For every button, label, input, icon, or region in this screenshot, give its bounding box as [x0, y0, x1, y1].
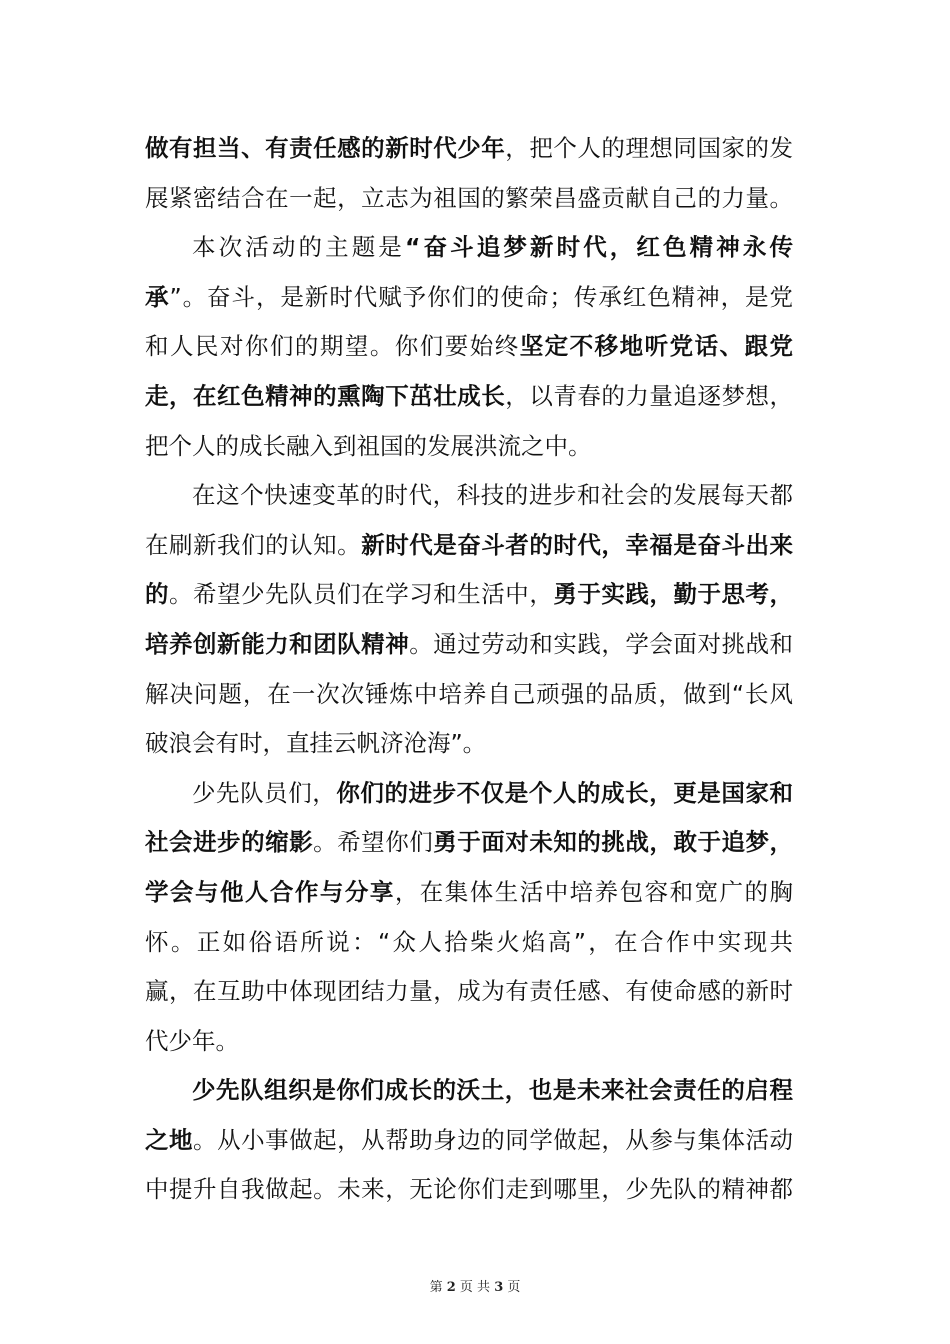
text-segment: 。通过劳动和实践，学会面对挑战和 [409, 629, 793, 658]
text-line [145, 223, 793, 273]
bold-text-segment: 勇于实践，勤于思考， [553, 580, 793, 609]
bold-text-segment: 你们的进步不仅是个人的成长，更是国家和 [336, 778, 793, 807]
text-segment: 解决问题，在一次次锤炼中培养自己顽强的品质，做到“长风 [145, 679, 793, 708]
text-segment: 中提升自我做起。未来，无论你们走到哪里，少先队的精神都 [145, 1175, 793, 1204]
text-line [145, 967, 793, 1017]
text-segment: 本次活动的主题是 [192, 233, 405, 262]
bold-text-segment: 培养创新能力和团队精神 [145, 629, 410, 658]
text-segment: ，以青春的力量追逐梦想， [505, 381, 793, 410]
document-body [145, 124, 793, 1215]
bold-text-segment: 的 [145, 580, 170, 609]
footer-middle: 页 共 [459, 1280, 491, 1295]
text-segment: 和人民对你们的期望。你们要始终 [145, 332, 520, 361]
text-segment: 。希望你们 [313, 828, 434, 857]
text-segment: 赢，在互助中体现团结力量，成为有责任感、有使命感的新时 [145, 977, 793, 1006]
bold-text-segment: 新时代是奋斗者的时代，幸福是奋斗出来 [361, 530, 793, 559]
text-segment: 。希望少先队员们在学习和生活中， [169, 580, 554, 609]
bold-text-segment: 坚定不移地听党话、跟党 [519, 332, 793, 361]
text-segment: ，在集体生活中培养包容和宽广的胸 [394, 877, 793, 906]
text-line [145, 521, 793, 571]
text-segment: ，把个人的理想同国家的发 [505, 134, 793, 162]
footer-total-pages: 3 [494, 1280, 504, 1295]
text-line [145, 719, 793, 769]
text-line [145, 620, 793, 670]
text-line [145, 1165, 793, 1215]
bold-text-segment: 学会与他人合作与分享 [145, 877, 395, 906]
text-line [145, 868, 793, 918]
text-segment: 把个人的成长融入到祖国的发展洪流之中。 [145, 431, 592, 460]
footer-current-page: 2 [446, 1280, 456, 1295]
bold-text-segment: 社会进步的缩影 [145, 828, 314, 857]
text-line [145, 918, 793, 968]
bold-text-segment: 做有担当、有责任感的新时代少年 [145, 134, 506, 162]
text-line [145, 273, 793, 323]
text-line [145, 1116, 793, 1166]
text-line [145, 471, 793, 521]
text-segment: 在刷新我们的认知。 [145, 530, 362, 559]
bold-text-segment: 走，在红色精神的熏陶下茁壮成长 [145, 381, 506, 410]
bold-text-segment: 勇于面对未知的挑战，敢于追梦， [433, 828, 793, 857]
text-segment: 怀。正如俗语所说：“众人拾柴火焰高”，在合作中实现共 [145, 927, 793, 956]
text-line [145, 670, 793, 720]
text-segment: ”。奋斗，是新时代赋予你们的使命；传承红色精神，是党 [169, 282, 793, 311]
text-segment: 代少年。 [145, 1026, 239, 1055]
text-line [145, 124, 793, 174]
text-segment: 在这个快速变革的时代，科技的进步和社会的发展每天都 [192, 481, 793, 510]
text-line [145, 818, 793, 868]
page-footer [0, 1276, 950, 1295]
text-segment: 少先队员们， [192, 778, 337, 807]
text-line [145, 422, 793, 472]
bold-text-segment: “奋斗追梦新时代，红色精神永传 [404, 233, 793, 262]
text-segment: 展紧密结合在一起，立志为祖国的繁荣昌盛贡献自己的力量。 [145, 183, 793, 212]
bold-text-segment: 之地 [145, 1125, 194, 1154]
footer-prefix: 第 [429, 1280, 443, 1295]
bold-text-segment: 少先队组织是你们成长的沃土，也是未来社会责任的启程 [192, 1076, 793, 1105]
footer-suffix: 页 [507, 1280, 521, 1295]
text-line [145, 1066, 793, 1116]
text-line [145, 372, 793, 422]
text-line [145, 322, 793, 372]
text-segment: 破浪会有时，直挂云帆济沧海”。 [145, 729, 487, 758]
text-line [145, 570, 793, 620]
bold-text-segment: 承 [145, 282, 170, 311]
text-segment: 。从小事做起，从帮助身边的同学做起，从参与集体活动 [193, 1125, 793, 1154]
text-line [145, 1017, 793, 1067]
text-line [145, 769, 793, 819]
text-line [145, 174, 793, 224]
